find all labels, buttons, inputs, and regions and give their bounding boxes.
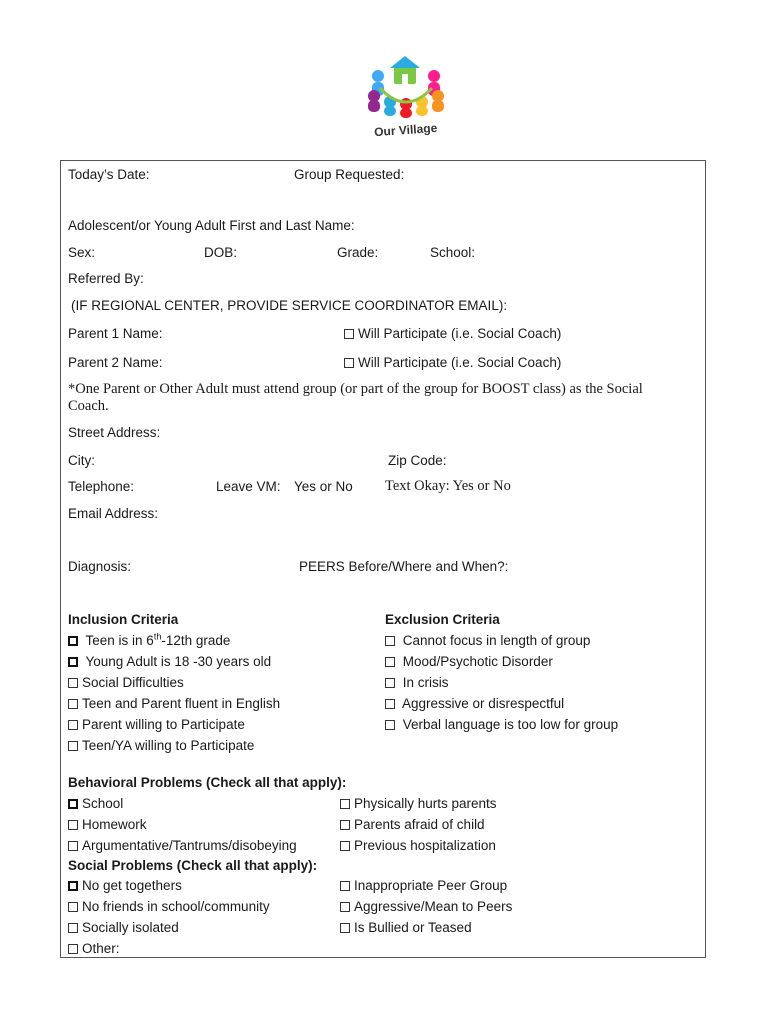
social-item-text: No friends in school/community xyxy=(82,899,270,914)
social-item-text: Other: xyxy=(82,941,120,956)
checkbox-icon[interactable] xyxy=(340,902,350,912)
behavioral-item-text: Parents afraid of child xyxy=(354,817,485,832)
email-label: Email Address: xyxy=(68,506,159,521)
social-title: Social Problems (Check all that apply): xyxy=(68,858,318,873)
inclusion-item-text: Social Difficulties xyxy=(82,675,184,690)
checkbox-icon[interactable] xyxy=(340,799,350,809)
checkbox-icon[interactable] xyxy=(68,657,78,667)
checkbox-icon[interactable] xyxy=(385,699,395,709)
behavioral-item-text: Previous hospitalization xyxy=(354,838,496,853)
checkbox-icon[interactable] xyxy=(385,636,395,646)
sex-label: Sex: xyxy=(68,245,96,260)
social-item[interactable] xyxy=(68,941,120,957)
superscript: th xyxy=(153,631,162,642)
behavioral-item-text: School xyxy=(82,796,124,811)
social-item[interactable] xyxy=(68,899,270,915)
checkbox-icon[interactable] xyxy=(68,720,78,730)
exclusion-item[interactable] xyxy=(385,654,553,670)
checkbox-icon[interactable] xyxy=(340,841,350,851)
inclusion-item-text: -12th grade xyxy=(161,633,231,648)
behavioral-item[interactable] xyxy=(340,817,485,833)
inclusion-item-text: Teen and Parent fluent in English xyxy=(82,696,281,711)
checkbox-icon[interactable] xyxy=(68,636,78,646)
inclusion-item[interactable] xyxy=(68,717,245,733)
checkbox-icon[interactable] xyxy=(385,657,395,667)
inclusion-item-text: Teen is in 6 xyxy=(85,633,154,648)
leave-vm-label: Leave VM: xyxy=(216,479,281,494)
checkbox-icon[interactable] xyxy=(68,881,78,891)
checkbox-icon[interactable] xyxy=(68,902,78,912)
checkbox-icon[interactable] xyxy=(68,841,78,851)
checkbox-icon[interactable] xyxy=(68,923,78,933)
inclusion-item-text: Young Adult is 18 -30 years old xyxy=(85,654,272,669)
behavioral-item[interactable] xyxy=(68,838,297,854)
checkbox-icon[interactable] xyxy=(340,820,350,830)
parent1-participate-label: Will Participate (i.e. Social Coach) xyxy=(358,326,562,341)
inclusion-item[interactable] xyxy=(68,696,280,712)
social-item[interactable] xyxy=(340,920,472,936)
inclusion-item-text: Teen/YA willing to Participate xyxy=(82,738,255,753)
checkbox-icon[interactable] xyxy=(340,923,350,933)
parent2-label: Parent 2 Name: xyxy=(68,355,163,370)
exclusion-item-text: Mood/Psychotic Disorder xyxy=(402,654,553,669)
behavioral-item[interactable] xyxy=(340,796,497,812)
referred-by-label: Referred By: xyxy=(68,271,144,286)
checkbox-icon[interactable] xyxy=(344,358,354,368)
checkbox-icon[interactable] xyxy=(68,699,78,709)
inclusion-title: Inclusion Criteria xyxy=(68,612,179,627)
checkbox-icon[interactable] xyxy=(68,741,78,751)
exclusion-item-text: Cannot focus in length of group xyxy=(402,633,591,648)
social-coach-note: *One Parent or Other Adult must attend group (or part of the group for BOOST class) as the Social Coach. xyxy=(68,381,643,414)
exclusion-item[interactable] xyxy=(385,717,618,733)
exclusion-item[interactable] xyxy=(385,633,590,649)
exclusion-item-text: Aggressive or disrespectful xyxy=(402,696,565,711)
parent2-participate[interactable] xyxy=(344,355,561,371)
parent1-label: Parent 1 Name: xyxy=(68,326,163,341)
social-item-text: Is Bullied or Teased xyxy=(354,920,472,935)
inclusion-item[interactable] xyxy=(68,675,184,691)
checkbox-icon[interactable] xyxy=(385,720,395,730)
parent1-participate[interactable] xyxy=(344,326,561,342)
social-item[interactable] xyxy=(340,899,512,915)
parent2-participate-label: Will Participate (i.e. Social Coach) xyxy=(358,355,562,370)
logo-text: Our Village xyxy=(373,120,438,140)
name-label: Adolescent/or Young Adult First and Last Name: xyxy=(68,218,355,233)
inclusion-item-text: Parent willing to Participate xyxy=(82,717,245,732)
our-village-logo xyxy=(366,56,446,140)
exclusion-item-text: In crisis xyxy=(402,675,449,690)
exclusion-title: Exclusion Criteria xyxy=(385,612,500,627)
checkbox-icon[interactable] xyxy=(385,678,395,688)
school-label: School: xyxy=(430,245,476,260)
behavioral-item[interactable] xyxy=(68,817,147,833)
social-item[interactable] xyxy=(68,920,179,936)
diagnosis-label: Diagnosis: xyxy=(68,559,132,574)
inclusion-item[interactable] xyxy=(68,633,230,649)
todays-date-label: Today’s Date: xyxy=(68,167,150,182)
behavioral-item[interactable] xyxy=(68,796,123,812)
telephone-label: Telephone: xyxy=(68,479,135,494)
zip-label: Zip Code: xyxy=(388,453,447,468)
inclusion-item[interactable] xyxy=(68,738,254,754)
social-item-text: Socially isolated xyxy=(82,920,179,935)
behavioral-item-text: Physically hurts parents xyxy=(354,796,497,811)
behavioral-item-text: Homework xyxy=(82,817,147,832)
checkbox-icon[interactable] xyxy=(344,329,354,339)
social-item[interactable] xyxy=(68,878,182,894)
leave-vm-options: Yes or No xyxy=(294,479,353,494)
social-item-text: No get togethers xyxy=(82,878,182,893)
behavioral-item[interactable] xyxy=(340,838,496,854)
checkbox-icon[interactable] xyxy=(340,881,350,891)
grade-label: Grade: xyxy=(337,245,379,260)
exclusion-item[interactable] xyxy=(385,675,449,691)
social-item-text: Inappropriate Peer Group xyxy=(354,878,508,893)
peers-label: PEERS Before/Where and When?: xyxy=(299,559,509,574)
regional-center-note: (IF REGIONAL CENTER, PROVIDE SERVICE COORDINATOR EMAIL): xyxy=(71,298,508,313)
checkbox-icon[interactable] xyxy=(68,799,78,809)
social-item-text: Aggressive/Mean to Peers xyxy=(354,899,513,914)
street-label: Street Address: xyxy=(68,425,161,440)
behavioral-item-text: Argumentative/Tantrums/disobeying xyxy=(82,838,297,853)
exclusion-item[interactable] xyxy=(385,696,564,712)
social-item[interactable] xyxy=(340,878,507,894)
checkbox-icon[interactable] xyxy=(68,820,78,830)
checkbox-icon[interactable] xyxy=(68,678,78,688)
text-okay-label: Text Okay: Yes or No xyxy=(385,478,511,494)
checkbox-icon[interactable] xyxy=(68,944,78,954)
referral-form xyxy=(60,160,706,958)
inclusion-item[interactable] xyxy=(68,654,271,670)
dob-label: DOB: xyxy=(204,245,238,260)
behavioral-title: Behavioral Problems (Check all that apply): xyxy=(68,775,347,790)
exclusion-item-text: Verbal language is too low for group xyxy=(402,717,619,732)
group-requested-label: Group Requested: xyxy=(294,167,405,182)
city-label: City: xyxy=(68,453,95,468)
